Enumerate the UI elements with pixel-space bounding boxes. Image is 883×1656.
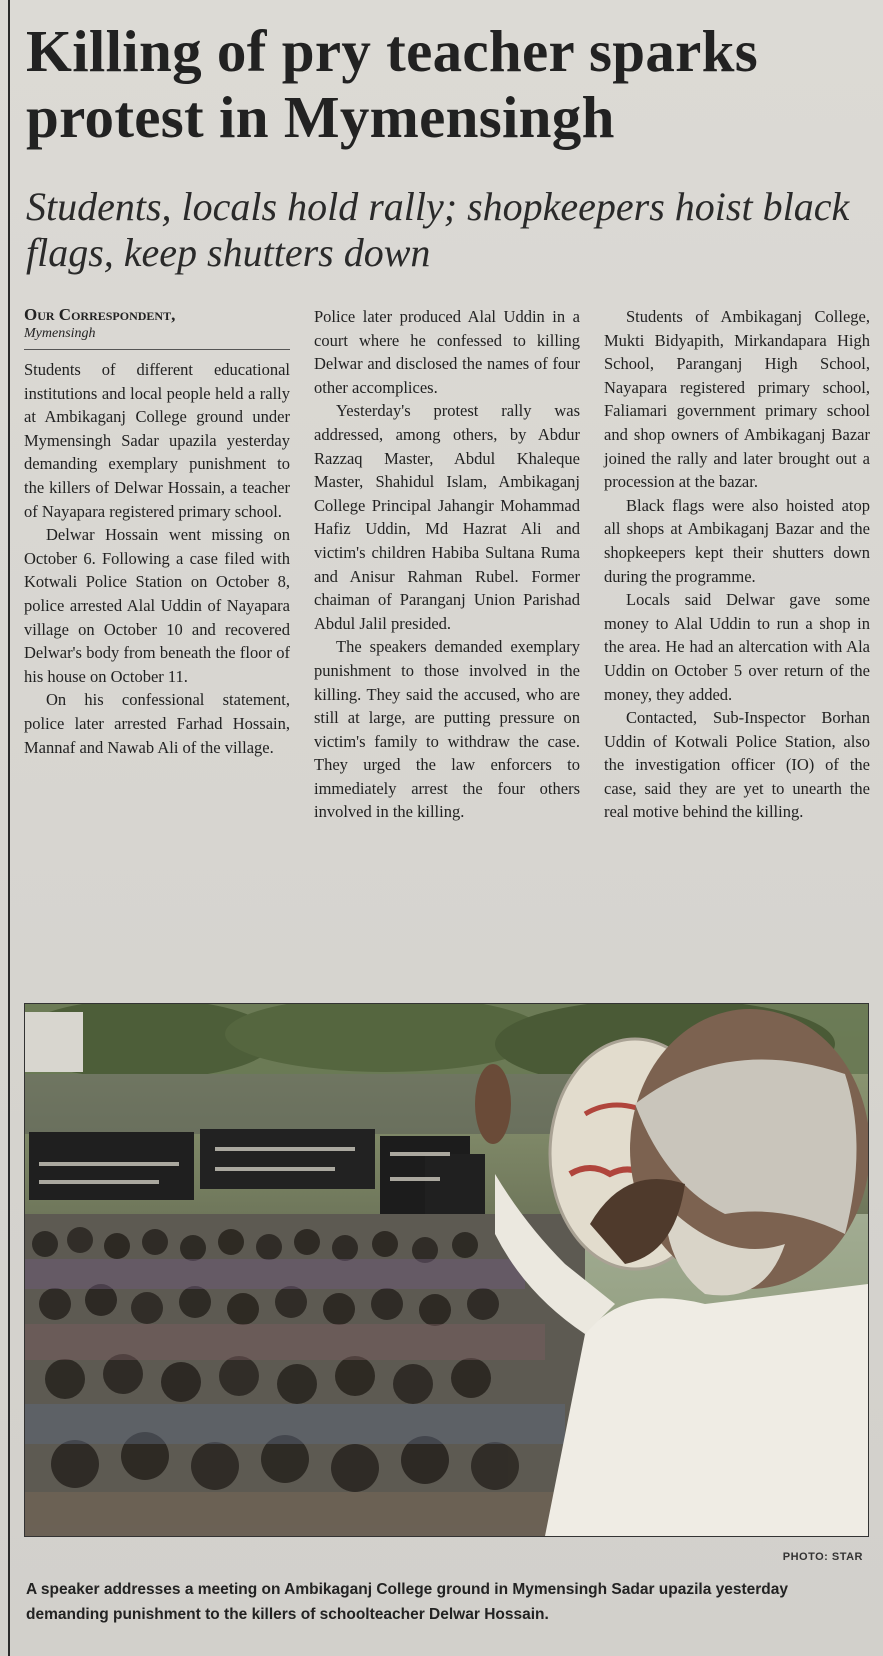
column-rule bbox=[8, 0, 10, 1656]
byline-divider bbox=[24, 349, 290, 350]
subheadline: Students, locals hold rally; shopkeepers hoist black flags, keep shutters down bbox=[26, 184, 850, 275]
photo-credit: PHOTO: STAR bbox=[782, 1551, 863, 1563]
photo-caption: A speaker addresses a meeting on Ambikaganj College ground in Mymensingh Sadar upazila yesterday demanding punishment to the killers of schoolteacher Delwar Hossain. bbox=[26, 1581, 789, 1623]
dateline: Mymensingh bbox=[24, 326, 96, 341]
paragraph: Locals said Delwar gave some money to Alal Uddin to run a shop in the area. He had an altercation with Ala Uddin on October 5 over return of the money, they added. bbox=[604, 590, 870, 704]
article-column-2 bbox=[314, 305, 580, 824]
headline: Killing of pry teacher sparks protest in Mymensingh bbox=[26, 18, 758, 150]
paragraph: Students of different educational institutions and local people held a rally at Ambikaganj College ground under Mymensingh Sadar upazila yesterday demanding exemplary punishment to the killers of Delwar Hossain, a teacher of Nayapara registered primary school. bbox=[24, 360, 290, 521]
paragraph: Police later produced Alal Uddin in a court where he confessed to killing Delwar and disclosed the names of four other accomplices. bbox=[314, 307, 580, 397]
building bbox=[25, 1012, 83, 1072]
paragraph: Delwar Hossain went missing on October 6. Following a case filed with Kotwali Police Station on October 8, police arrested Alal Uddin of Nayapara village on October 10 and recovered Delwar's body from beneath the floor of his house on October 11. bbox=[24, 525, 290, 686]
paragraph: On his confessional statement, police later arrested Farhad Hossain, Mannaf and Nawab Ali of the village. bbox=[24, 690, 290, 757]
rally-photo-illustration bbox=[25, 1004, 868, 1536]
paragraph: Students of Ambikaganj College, Mukti Bidyapith, Mirkandapara High School, Paranganj High School, Nayapara registered primary school, Faliamari government primary school and shop owners of Ambikaganj Bazar joined the rally and later brought out a procession at the bazar. bbox=[604, 307, 870, 492]
paragraph: The speakers demanded exemplary punishment to those involved in the killing. They said the accused, who are still at large, are putting pressure on victim's family to withdraw the case. They urged the law enforcers to immediately arrest the four others involved in the killing. bbox=[314, 637, 580, 822]
article-column-1 bbox=[24, 305, 290, 759]
article-column-3 bbox=[604, 305, 870, 824]
paragraph: Contacted, Sub-Inspector Borhan Uddin of Kotwali Police Station, also the investigation officer (IO) of the case, said they are yet to unearth the real motive behind the killing. bbox=[604, 708, 870, 822]
byline: Our Correspondent, bbox=[24, 305, 176, 324]
paragraph: Yesterday's protest rally was addressed, among others, by Abdur Razzaq Master, Abdul Khaleque Master, Shahidul Islam, Ambikaganj College Principal Jahangir Mohammad Hafiz Uddin, Md Hazrat Ali and victim's children Habiba Sultana Ruma and Anisur Rahman Rubel. Former chaiman of Paranganj Union Parishad Abdul Jalil presided. bbox=[314, 401, 580, 633]
paragraph: Black flags were also hoisted atop all shops at Ambikaganj Bazar and the shopkeepers kept their shutters down during the programme. bbox=[604, 495, 870, 586]
news-photo bbox=[24, 1003, 869, 1537]
